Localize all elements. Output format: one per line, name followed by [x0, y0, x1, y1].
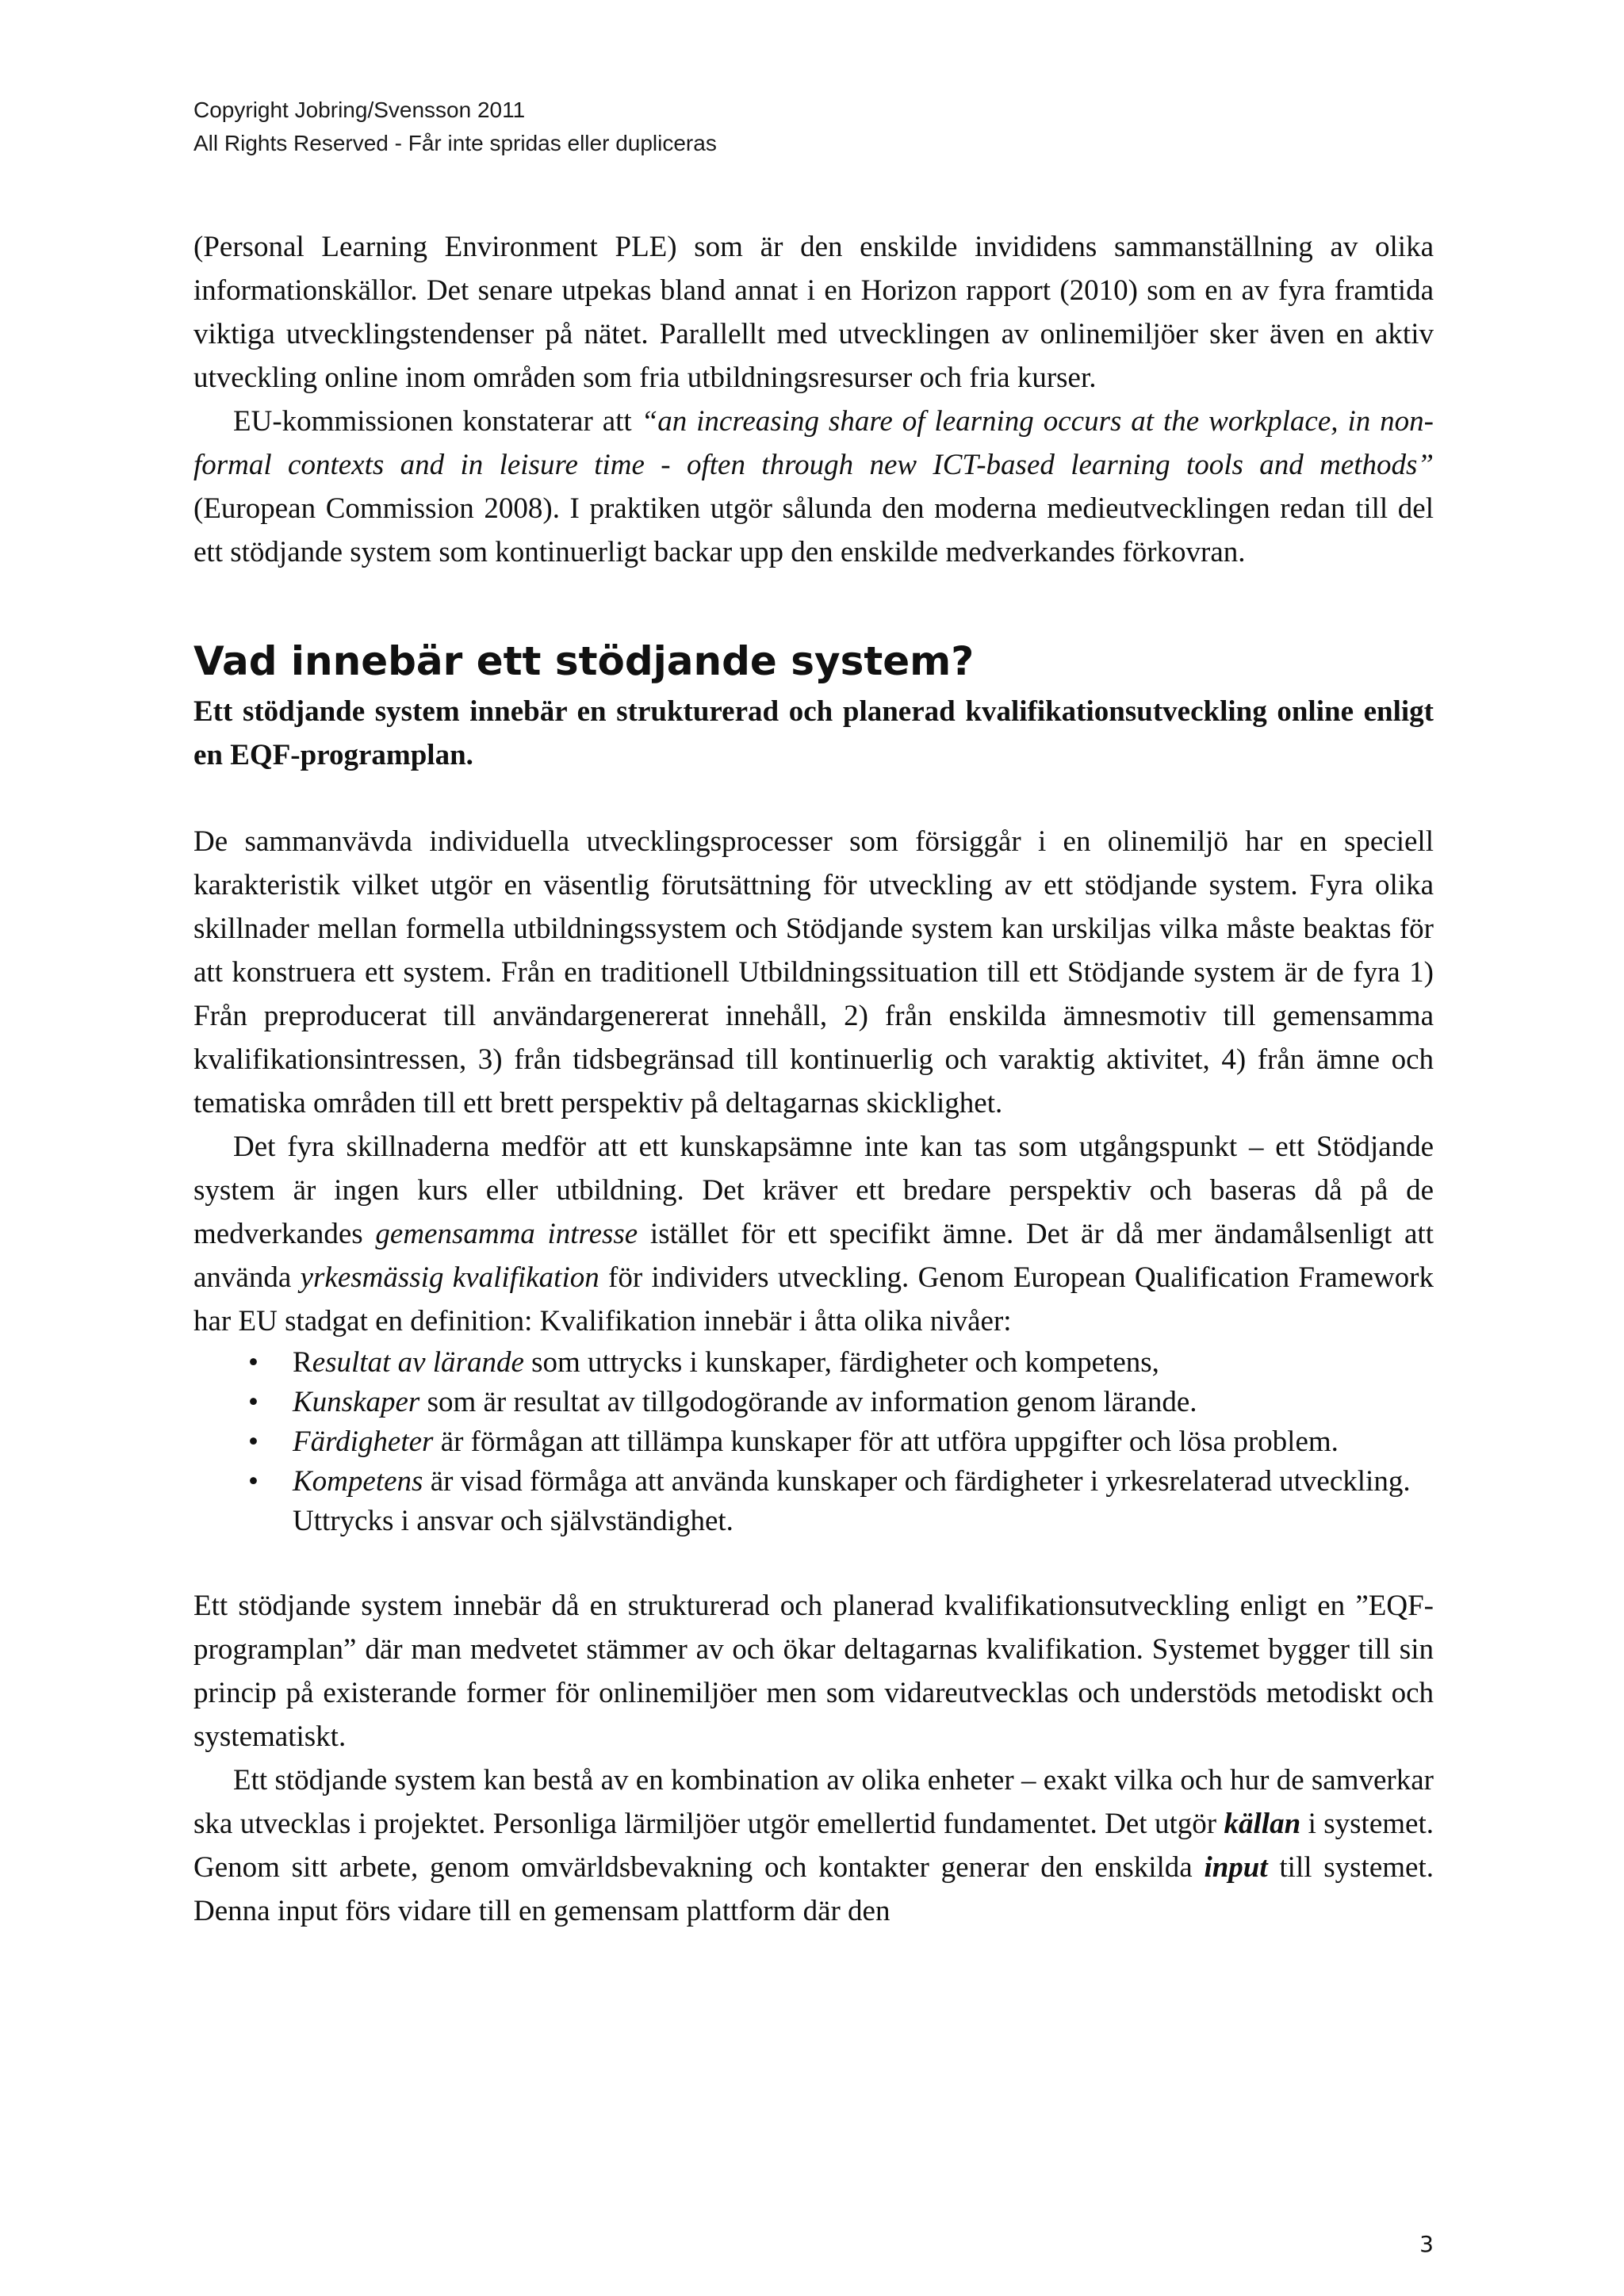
eqf-levels-list: [193, 1343, 1434, 1541]
copyright-line: Copyright Jobring/Svensson 2011: [193, 98, 526, 122]
paragraph-qualification: Det fyra skillnaderna medför att ett kunskapsämne inte kan tas som utgångspunkt – ett Stödjande system är ingen kurs eller utbildning. Det kräver ett bredare perspektiv och baseras då på de medverkandes gemensamma intresse istället för ett specifikt ämne. Det är då mer ändamålsenligt att använda yrkesmässig kvalifikation för individers utveckling. Genom European Qualification Framework har EU stadgat en definition: Kvalifikation innebär i åtta olika nivåer:: [193, 1131, 1434, 1337]
bullet-icon: •: [248, 1465, 259, 1498]
bullet-icon: •: [248, 1386, 259, 1418]
section-heading: Vad innebär ett stödjande system?: [193, 638, 975, 684]
paragraph-eqf-plan: Ett stödjande system innebär då en strukturerad och planerad kvalifikationsutveckling enligt en ”EQF-programplan” där man medvetet stämmer av och ökar deltagarnas kvalifikation. Systemet bygger till sin princip på existerande former för onlinemiljöer men som vidareutvecklas och understöds metodiskt och systematiskt.: [193, 1590, 1434, 1753]
list-item: • Färdigheter är förmågan att tillämpa kunskaper för att utföra uppgifter och lösa problem.: [193, 1422, 1434, 1462]
list-item: • Resultat av lärande som uttrycks i kunskaper, färdigheter och kompetens,: [193, 1343, 1434, 1383]
paragraph-ple: (Personal Learning Environment PLE) som är den enskilde invididens sammanställning av olika informationskällor. Det senare utpekas bland annat i en Horizon rapport (2010) som en av fyra framtida viktiga utvecklingstendenser på nätet. Parallellt med utvecklingen av onlinemiljöer sker även en aktiv utveckling online inom områden som fria utbildningsresurser och fria kurser.: [193, 231, 1434, 394]
document-body: [193, 225, 1434, 1933]
rights-line: All Rights Reserved - Får inte spridas eller dupliceras: [193, 131, 717, 155]
page-header: [193, 94, 717, 160]
list-item: • Kunskaper som är resultat av tillgodogörande av information genom lärande.: [193, 1383, 1434, 1422]
bullet-icon: •: [248, 1346, 259, 1379]
list-item: • Kompetens är visad förmåga att använda kunskaper och färdigheter i yrkesrelaterad utveckling. Uttrycks i ansvar och självständighet.: [193, 1462, 1434, 1541]
paragraph-system-units: Ett stödjande system kan bestå av en kombination av olika enheter – exakt vilka och hur de samverkar ska utvecklas i projektet. Personliga lärmiljöer utgör emellertid fundamentet. Det utgör källan i systemet. Genom sitt arbete, genom omvärldsbevakning och kontakter generar den enskilda input till systemet. Denna input förs vidare till en gemensam plattform där den: [193, 1764, 1434, 1927]
paragraph-differences: De sammanvävda individuella utvecklingsprocesser som försiggår i en olinemiljö har en speciell karakteristik vilket utgör en väsentlig förutsättning för utveckling av ett stödjande system. Fyra olika skillnader mellan formella utbildningssystem och Stödjande system kan urskiljas vilka måste beaktas för att konstruera ett system. Från en traditionell Utbildningssituation till ett Stödjande system är de fyra 1) Från preproducerat till användargenererat innehåll, 2) från enskilda ämnesmotiv till gemensamma kvalifikationsintressen, 3) från tidsbegränsad till kontinuerlig och varaktig aktivitet, 4) från ämne och tematiska områden till ett brett perspektiv på deltagarnas skicklighet.: [193, 825, 1434, 1119]
eu-quote: “an increasing share of learning occurs at the workplace, in non-formal contexts and in leisure time - often through new ICT-based learning tools and methods”: [193, 405, 1434, 481]
bullet-icon: •: [248, 1425, 259, 1458]
paragraph-eu-commission: EU-kommissionen konstaterar att “an increasing share of learning occurs at the workplace, in non-formal contexts and in leisure time - often through new ICT-based learning tools and methods” (European Commission 2008). I praktiken utgör sålunda den moderna medieutvecklingen redan till del ett stödjande system som kontinuerligt backar upp den enskilde medverkandes förkovran.: [193, 405, 1434, 568]
section-lead: Ett stödjande system innebär en strukturerad och planerad kvalifikationsutveckling online enligt en EQF-programplan.: [193, 695, 1434, 771]
page-number: 3: [1419, 2231, 1434, 2257]
